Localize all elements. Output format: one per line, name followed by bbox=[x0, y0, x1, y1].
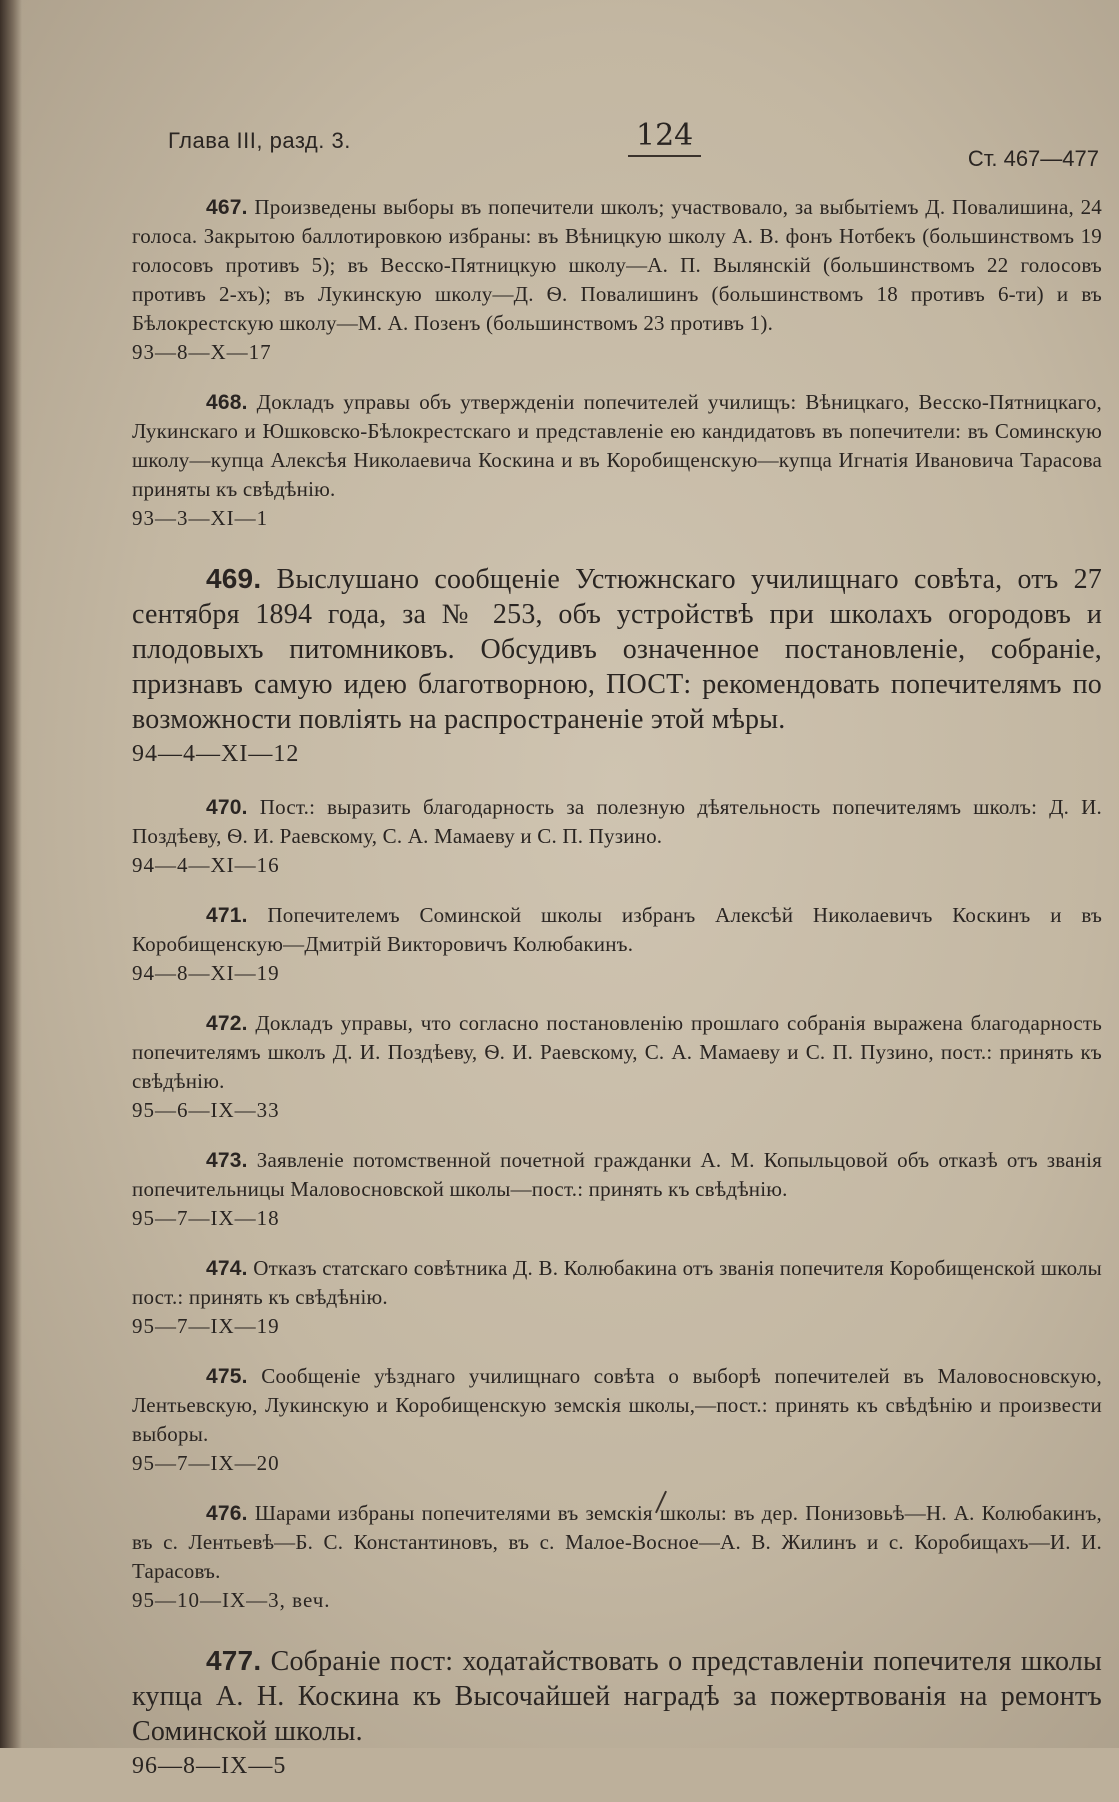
paragraph-473 bbox=[132, 1146, 1102, 1233]
document-body bbox=[132, 172, 1102, 1802]
paragraph-474 bbox=[132, 1254, 1102, 1341]
paragraph-text: Собраніе пост: ходатайствовать о представленіи попечителя школы купца А. Н. Коскина къ Высочайшей наградѣ за пожертвованія на ремонтъ Соминской школы. bbox=[132, 1646, 1103, 1747]
book-binding-edge bbox=[0, 0, 22, 1748]
paragraph-text: Заявленіе потомственной почетной гражданки А. М. Копыльцовой объ отказѣ отъ званія попечительницы Маловосновской школы—пост.: принять къ свѣдѣнію. bbox=[132, 1148, 1102, 1201]
paragraph-text: Докладъ управы объ утвержденіи попечителей училищъ: Вѣницкаго, Весско-Пятницкаго, Лукинскаго и Юшковско-Бѣлокрестскаго и представленіе ею кандидатовъ въ попечители: въ Соминскую школу—купца Алексѣя Николаевича Коскина и въ Коробищенскую—купца Игнатія Ивановича Тарасова приняты къ свѣдѣнію. bbox=[132, 390, 1102, 501]
paragraph-number: 471. bbox=[206, 904, 248, 927]
paragraph-reference: 96—8—IX—5 bbox=[132, 1753, 287, 1779]
paragraph-reference: 95—6—IX—33 bbox=[132, 1098, 280, 1122]
paragraph-number: 473. bbox=[206, 1149, 248, 1172]
paragraph-reference: 94—8—XI—19 bbox=[132, 961, 280, 985]
page-header bbox=[168, 118, 1099, 171]
paragraph-475 bbox=[132, 1362, 1102, 1478]
paragraph-467 bbox=[132, 193, 1102, 367]
article-range: Ст. 467—477 bbox=[967, 146, 1099, 171]
paragraph-number: 469. bbox=[206, 563, 262, 594]
paragraph-477 bbox=[132, 1643, 1102, 1784]
paragraph-text: Шарами избраны попечителями въ земскія школы: въ дер. Понизовьѣ—Н. А. Колюбакинъ, въ с. Лентьевѣ—Б. С. Константиновъ, въ с. Малое-Восное—А. В. Жилинъ и с. Коробищахъ—И. И. Тарасовъ. bbox=[132, 1501, 1102, 1583]
paragraph-number: 477. bbox=[206, 1645, 262, 1676]
page-number: 124 bbox=[628, 118, 701, 157]
paragraph-reference: 95—7—IX—18 bbox=[132, 1206, 280, 1230]
paragraph-number: 475. bbox=[206, 1365, 248, 1388]
paragraph-468 bbox=[132, 388, 1102, 533]
paragraph-reference: 95—7—IX—19 bbox=[132, 1314, 280, 1338]
paragraph-text: Выслушано сообщеніе Устюжнскаго училищнаго совѣта, отъ 27 сентября 1894 года, за № 253, объ устройствѣ при школахъ огородовъ и плодовыхъ питомниковъ. Обсудивъ означенное постановленіе, собраніе, признавъ самую идею благотворною, ПОСТ: рекомендовать попечителямъ по возможности повліять на распространеніе этой мѣры. bbox=[132, 564, 1102, 735]
paragraph-text: Сообщеніе уѣзднаго училищнаго совѣта о выборѣ попечителей въ Маловосновскую, Лентьевскую, Лукинскую и Коробищенскую земскія школы,—пост.: принять къ свѣдѣнію и произвести выборы. bbox=[132, 1364, 1103, 1446]
paragraph-reference: 95—10—IX—3, веч. bbox=[132, 1588, 331, 1612]
paragraph-text: Пост.: выразить благодарность за полезную дѣятельность попечителямъ школъ: Д. И. Поздѣеву, Ѳ. И. Раевскому, С. А. Мамаеву и С. П. Пузино. bbox=[132, 795, 1102, 848]
paragraph-text: Попечителемъ Соминской школы избранъ Алексѣй Николаевичъ Коскинъ и въ Коробищенскую—Дмитрій Викторовичъ Колюбакинъ. bbox=[132, 903, 1102, 956]
chapter-title: Глава III, разд. 3. bbox=[168, 128, 351, 153]
paragraph-number: 467. bbox=[206, 196, 248, 219]
paragraph-476 bbox=[132, 1499, 1102, 1615]
paragraph-text: Докладъ управы, что согласно постановленію прошлаго собранія выражена благодарность попечителямъ школъ Д. И. Поздѣеву, Ѳ. И. Раевскому, С. А. Мамаеву и С. П. Пузино, пост.: принять къ свѣдѣнію. bbox=[132, 1011, 1102, 1093]
paragraph-number: 472. bbox=[206, 1012, 248, 1035]
paragraph-reference: 94—4—XI—16 bbox=[132, 853, 280, 877]
paragraph-number: 476. bbox=[206, 1502, 248, 1525]
paragraph-470 bbox=[132, 793, 1102, 880]
paragraph-text: Отказъ статскаго совѣтника Д. В. Колюбакина отъ званія попечителя Коробищенской школы пост.: принять къ свѣдѣнію. bbox=[132, 1256, 1102, 1309]
paragraph-472 bbox=[132, 1009, 1102, 1125]
paragraph-text: Произведены выборы въ попечители школъ; участвовало, за выбытіемъ Д. Повалишина, 24 голоса. Закрытою баллотировкою избраны: въ Вѣницкую школу А. В. фонъ Нотбекъ (большинствомъ 19 голосовъ противъ 5); въ Весско-Пятницкую школу—А. П. Вылянскій (большинствомъ 22 голосовъ противъ 2-хъ); въ Лукинскую школу—Д. Ѳ. Повалишинъ (большинствомъ 18 противъ 6-ти) и въ Бѣлокрестскую школу—М. А. Позенъ (большинствомъ 23 противъ 1). bbox=[132, 195, 1102, 335]
paragraph-469 bbox=[132, 561, 1102, 772]
paragraph-number: 468. bbox=[206, 391, 248, 414]
paragraph-reference: 95—7—IX—20 bbox=[132, 1451, 280, 1475]
paragraph-number: 470. bbox=[206, 796, 248, 819]
paragraph-reference: 93—8—X—17 bbox=[132, 340, 272, 364]
paragraph-471 bbox=[132, 901, 1102, 988]
paragraph-reference: 93—3—XI—1 bbox=[132, 506, 269, 530]
paragraph-number: 474. bbox=[206, 1257, 248, 1280]
paragraph-reference: 94—4—XI—12 bbox=[132, 741, 300, 767]
